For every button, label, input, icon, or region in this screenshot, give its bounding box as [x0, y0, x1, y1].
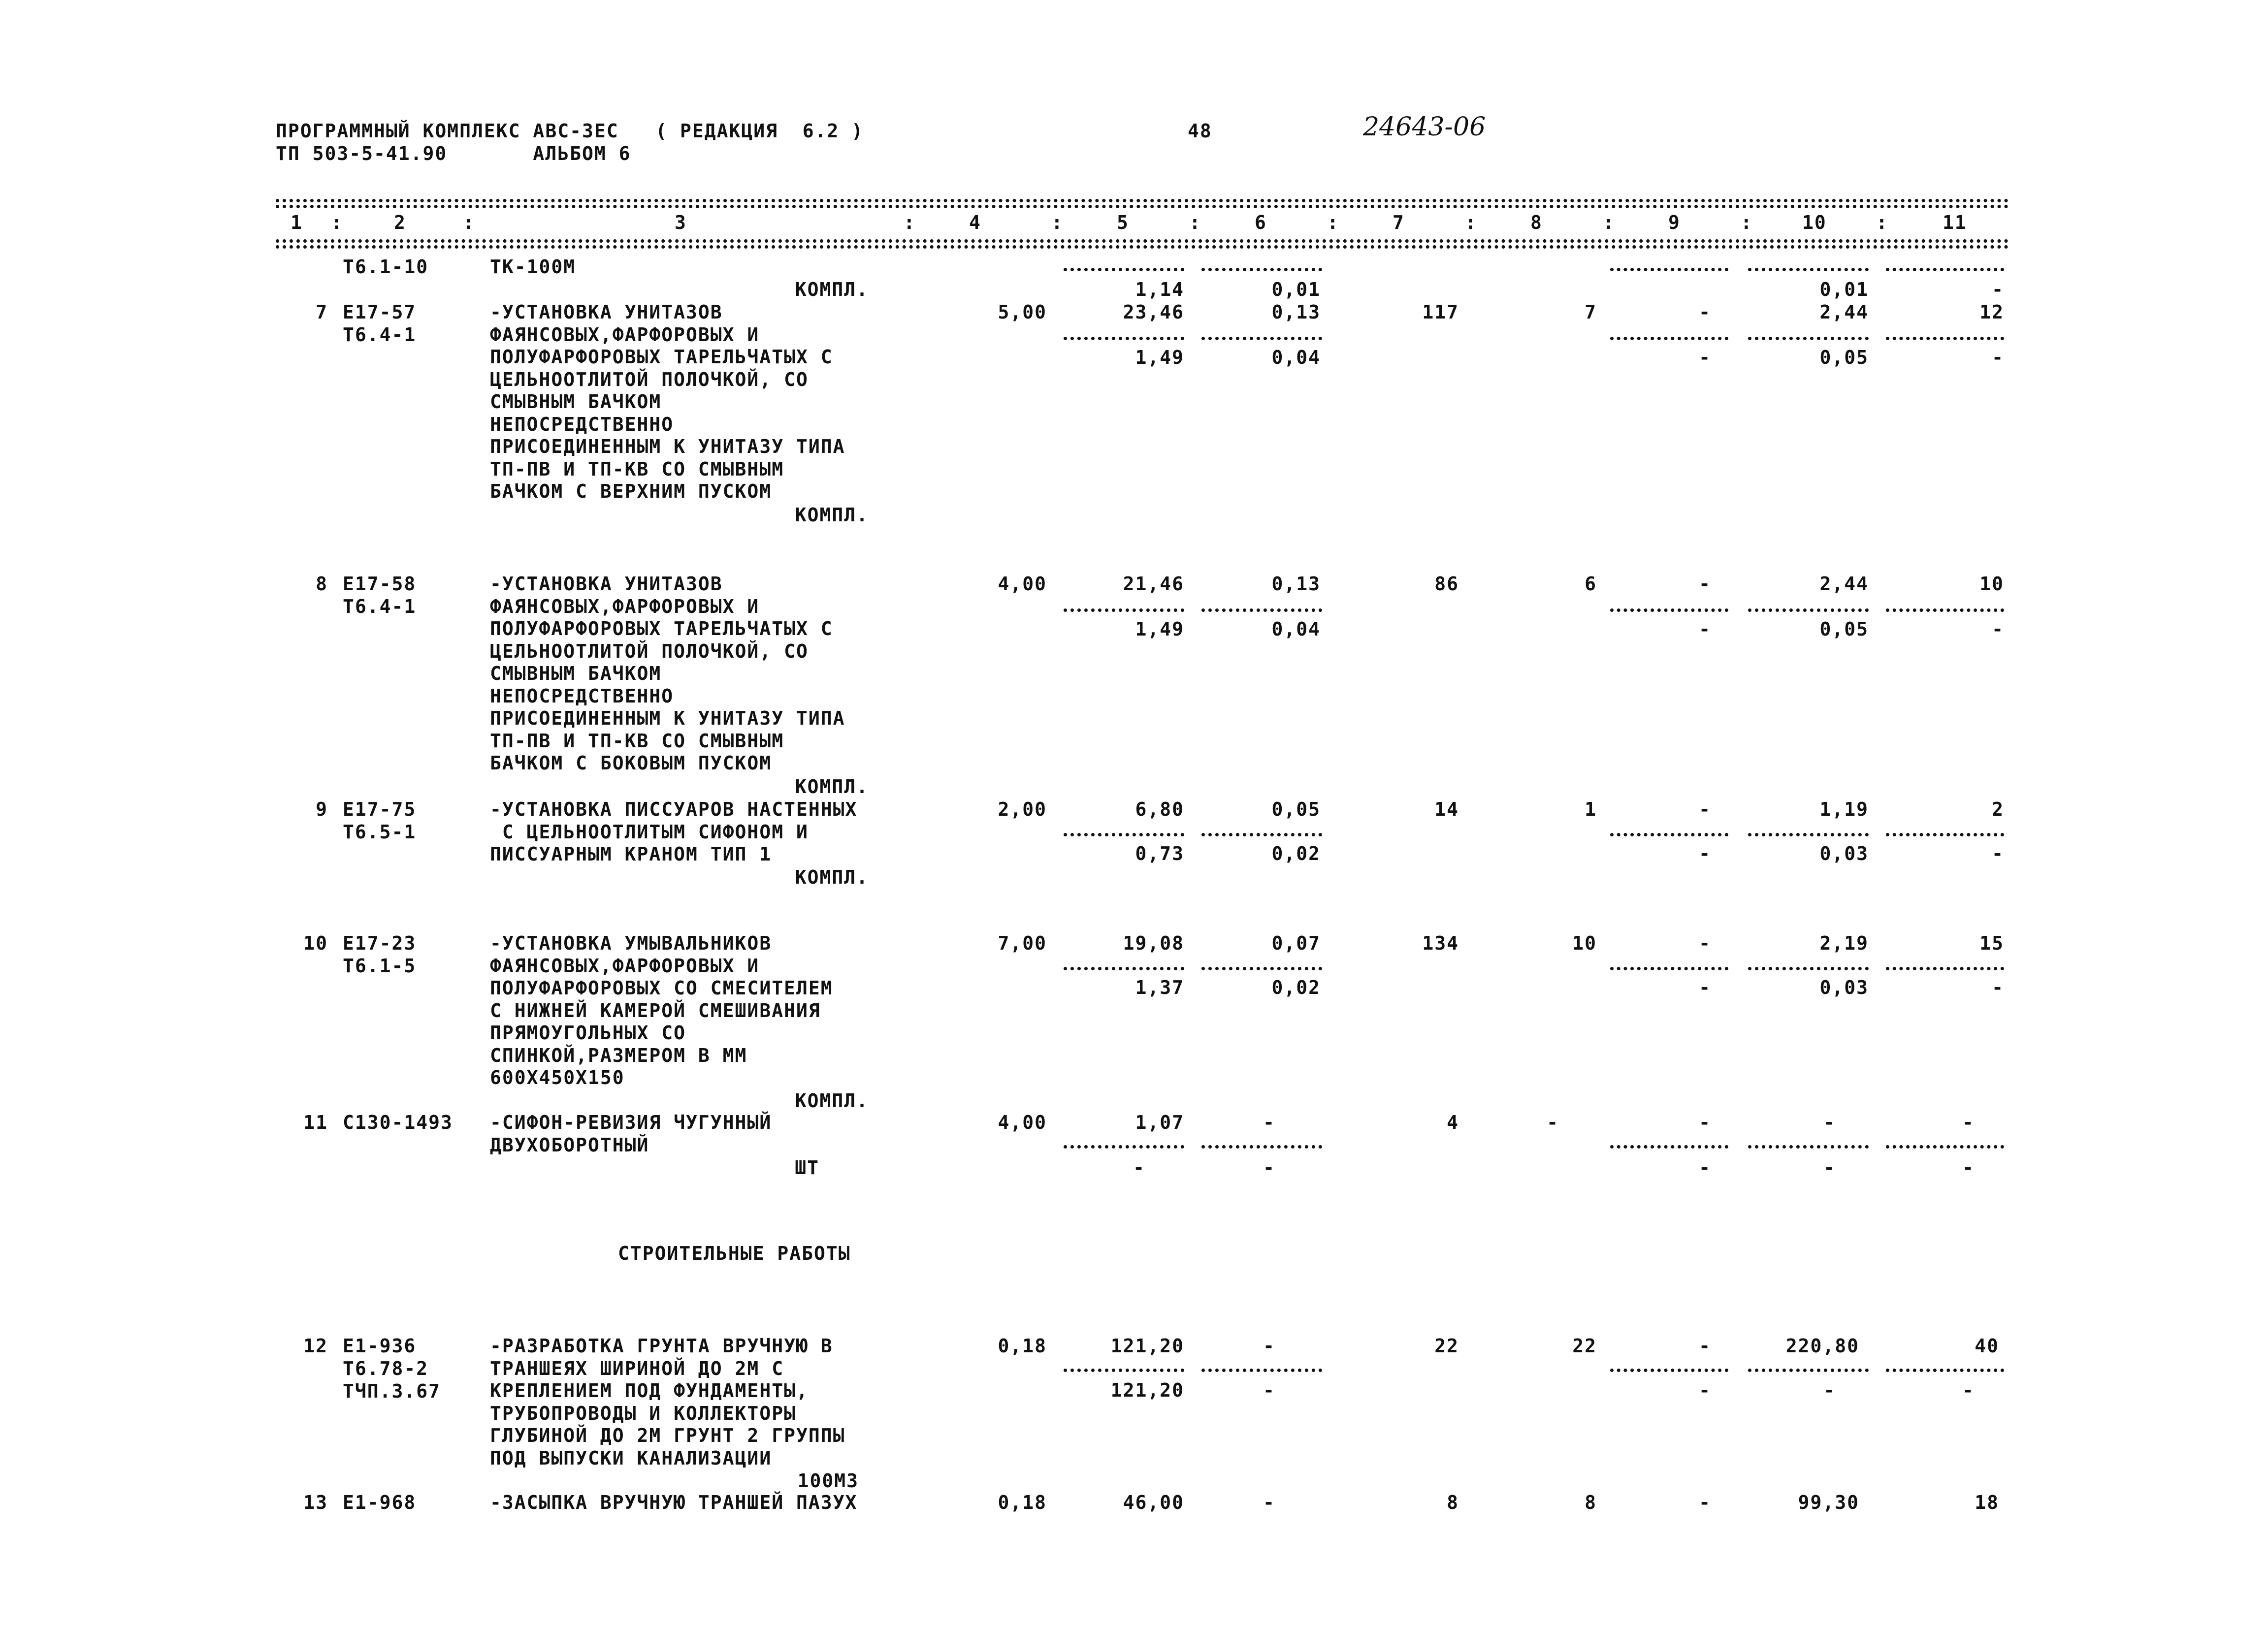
cell-7: 8 — [1447, 1492, 1459, 1513]
cell-5a: 121,20 — [1110, 1335, 1184, 1357]
value-divider — [1886, 967, 2004, 970]
col-head-2: 2 — [394, 212, 406, 233]
cell-6a: 0,05 — [1271, 798, 1321, 820]
cell-11b: - — [1992, 279, 2004, 300]
cell-11b: - — [1992, 977, 2004, 998]
cell-4: 7,00 — [998, 932, 1047, 954]
col-head-1: 1 — [291, 212, 303, 233]
row-code: Е1-968 — [343, 1492, 417, 1513]
value-divider — [1064, 608, 1184, 612]
value-divider — [1064, 337, 1184, 340]
cell-8: 7 — [1585, 301, 1597, 323]
cell-8: 10 — [1572, 932, 1597, 954]
value-divider — [1748, 337, 1869, 340]
cell-8: - — [1547, 1112, 1559, 1133]
value-divider — [1201, 967, 1322, 970]
value-divider — [1610, 833, 1728, 836]
cell-6b: 0,02 — [1271, 977, 1321, 998]
cell-10b: 0,05 — [1819, 347, 1869, 368]
cell-6a: 0,07 — [1271, 932, 1321, 954]
value-divider — [1064, 833, 1184, 836]
row-number: 10 — [303, 932, 328, 954]
cell-11a: - — [1962, 1112, 1975, 1133]
cell-9a: - — [1699, 1492, 1711, 1513]
cell-11b: - — [1992, 347, 2004, 368]
cell-11b: - — [1992, 618, 2004, 640]
cell-10b: 0,05 — [1819, 618, 1869, 640]
value-divider — [1886, 268, 2004, 271]
cell-10a: - — [1823, 1112, 1836, 1133]
row-code: С130-1493 — [343, 1112, 453, 1133]
value-divider — [1886, 1145, 2004, 1149]
cell-10b: 0,03 — [1819, 843, 1869, 864]
row-code: Е17-23 — [343, 932, 417, 954]
page-number: 48 — [1188, 120, 1212, 142]
value-divider — [1064, 268, 1184, 271]
cell-11a: 10 — [1979, 573, 2004, 595]
cell-8: 1 — [1585, 798, 1597, 820]
row-number: 13 — [303, 1492, 328, 1513]
cell-4: 0,18 — [998, 1492, 1047, 1513]
cell-9a: - — [1699, 932, 1711, 954]
cell-9b: - — [1699, 1379, 1711, 1401]
row-unit: КОМПЛ. — [795, 866, 869, 888]
cell-10b: - — [1823, 1379, 1836, 1401]
row-number: 8 — [316, 573, 328, 595]
row-unit: КОМПЛ. — [795, 279, 869, 300]
value-divider — [1748, 967, 1869, 970]
value-divider — [1886, 1369, 2004, 1372]
cell-9b: - — [1699, 618, 1711, 640]
cell-11b: - — [1992, 843, 2004, 864]
cell-5b: 1,49 — [1135, 618, 1184, 640]
cell-8: 22 — [1572, 1335, 1597, 1357]
value-divider — [1886, 337, 2004, 340]
col-head-10: 10 — [1802, 212, 1827, 233]
value-divider — [1201, 1145, 1322, 1149]
row-number: 9 — [316, 798, 328, 820]
header-rule-bottom-2 — [276, 245, 2009, 249]
section-title: СТРОИТЕЛЬНЫЕ РАБОТЫ — [618, 1243, 851, 1264]
col-head-sep: : — [1327, 212, 1339, 233]
value-divider — [1064, 967, 1184, 970]
cell-9b: - — [1699, 977, 1711, 998]
cell-11b: - — [1962, 1379, 1975, 1401]
cell-5a: 1,07 — [1135, 1112, 1184, 1133]
row-unit: КОМПЛ. — [795, 504, 869, 526]
value-divider — [1201, 1369, 1322, 1372]
row-code-2: Т6.4-1 — [343, 596, 417, 617]
cell-9b: - — [1699, 347, 1711, 368]
col-head-sep: : — [904, 212, 916, 233]
row-code: Е17-75 — [343, 798, 417, 820]
cell-7: 86 — [1434, 573, 1459, 595]
row-code-3: ТЧП.3.67 — [343, 1380, 441, 1402]
row-code-2: Т6.1-5 — [343, 955, 417, 977]
cell-10a: 2,19 — [1819, 932, 1869, 954]
row-description: -УСТАНОВКА УНИТАЗОВ ФАЯНСОВЫХ,ФАРФОРОВЫХ И ПОЛУФАРФОРОВЫХ ТАРЕЛЬЧАТЫХ С ЦЕЛЬНООТЛИТОЙ ПОЛОЧКОЙ, СО СМЫВНЫМ БАЧКОМ НЕПОСРЕДСТВЕННО ПРИСОЕДИНЕННЫМ К УНИТАЗУ ТИПА ТП-ПВ И ТП-КВ СО СМЫВНЫМ БАЧКОМ С ВЕРХНИМ ПУСКОМ — [490, 301, 845, 502]
document-number-handwritten: 24643-06 — [1363, 112, 1486, 142]
cell-7: 22 — [1434, 1335, 1459, 1357]
cell-5b: 1,37 — [1135, 977, 1184, 998]
value-divider — [1201, 833, 1322, 836]
col-head-sep: : — [463, 212, 475, 233]
cell-6b: 0,04 — [1271, 347, 1321, 368]
row-code-2: Т6.4-1 — [343, 324, 417, 346]
cell-6b: 0,02 — [1271, 843, 1321, 864]
col-head-sep: : — [1876, 212, 1888, 233]
cell-4: 4,00 — [998, 1112, 1047, 1133]
cell-11a: 2 — [1992, 798, 2004, 820]
cell-10b: 0,03 — [1819, 977, 1869, 998]
value-divider — [1610, 967, 1728, 970]
cell-11b: - — [1962, 1157, 1975, 1179]
cell-7: 14 — [1434, 798, 1459, 820]
program-header: ПРОГРАММНЫЙ КОМПЛЕКС АВС-3ЕС ( РЕДАКЦИЯ 6.2 ) — [276, 120, 864, 142]
cell-10b: 0,01 — [1819, 279, 1869, 300]
cell-4: 4,00 — [998, 573, 1047, 595]
row-code: Е17-58 — [343, 573, 417, 595]
value-divider — [1748, 268, 1869, 271]
cell-9b: - — [1699, 1157, 1711, 1179]
cell-9a: - — [1699, 1335, 1711, 1357]
col-head-sep: : — [1189, 212, 1201, 233]
row-code: Т6.1-10 — [343, 256, 429, 278]
cell-6a: - — [1263, 1112, 1275, 1133]
row-number: 11 — [303, 1112, 328, 1133]
value-divider — [1201, 337, 1322, 340]
cell-9a: - — [1699, 573, 1711, 595]
value-divider — [1610, 1369, 1728, 1372]
cell-5a: 6,80 — [1135, 798, 1184, 820]
cell-5b: - — [1133, 1157, 1145, 1179]
cell-7: 4 — [1447, 1112, 1459, 1133]
row-code-2: Т6.78-2 — [343, 1358, 429, 1379]
cell-7: 117 — [1422, 301, 1459, 323]
col-head-sep: : — [1603, 212, 1615, 233]
cell-5b: 1,49 — [1135, 347, 1184, 368]
row-description: -ЗАСЫПКА ВРУЧНУЮ ТРАНШЕЙ ПАЗУХ — [490, 1492, 858, 1513]
value-divider — [1610, 608, 1728, 612]
cell-10a: 2,44 — [1819, 573, 1869, 595]
cell-4: 5,00 — [998, 301, 1047, 323]
value-divider — [1610, 337, 1728, 340]
cell-6b: 0,01 — [1271, 279, 1321, 300]
cell-11a: 40 — [1975, 1335, 1999, 1357]
cell-4: 2,00 — [998, 798, 1047, 820]
project-header: ТП 503-5-41.90 АЛЬБОМ 6 — [276, 143, 631, 164]
col-head-sep: : — [331, 212, 343, 233]
value-divider — [1064, 1369, 1184, 1372]
cell-6b: - — [1263, 1157, 1275, 1179]
cell-10a: 99,30 — [1798, 1492, 1859, 1513]
value-divider — [1201, 268, 1322, 271]
value-divider — [1201, 608, 1322, 612]
row-description: -УСТАНОВКА ПИССУАРОВ НАСТЕННЫХ С ЦЕЛЬНООТЛИТЫМ СИФОНОМ И ПИССУАРНЫМ КРАНОМ ТИП 1 — [490, 798, 858, 865]
row-description: -РАЗРАБОТКА ГРУНТА ВРУЧНУЮ В ТРАНШЕЯХ ШИРИНОЙ ДО 2М С КРЕПЛЕНИЕМ ПОД ФУНДАМЕНТЫ, ТРУБОПРОВОДЫ И КОЛЛЕКТОРЫ ГЛУБИНОЙ ДО 2М ГРУНТ 2 ГРУППЫ ПОД ВЫПУСКИ КАНАЛИЗАЦИИ — [490, 1335, 845, 1469]
row-unit: КОМПЛ. — [795, 1090, 869, 1112]
cell-9a: - — [1699, 301, 1711, 323]
value-divider — [1748, 608, 1869, 612]
cell-9b: - — [1699, 843, 1711, 864]
col-head-4: 4 — [969, 212, 981, 233]
value-divider — [1748, 1369, 1869, 1372]
cell-6a: - — [1263, 1335, 1275, 1357]
cell-5b: 0,73 — [1135, 843, 1184, 864]
cell-6b: 0,04 — [1271, 618, 1321, 640]
cell-5a: 23,46 — [1123, 301, 1184, 323]
cell-5a: 21,46 — [1123, 573, 1184, 595]
value-divider — [1064, 1145, 1184, 1149]
col-head-6: 6 — [1255, 212, 1267, 233]
col-head-7: 7 — [1393, 212, 1405, 233]
cell-5b: 121,20 — [1110, 1379, 1184, 1401]
row-code-2: Т6.5-1 — [343, 821, 417, 843]
cell-6b: - — [1263, 1379, 1275, 1401]
cell-10a: 2,44 — [1819, 301, 1869, 323]
value-divider — [1610, 268, 1728, 271]
value-divider — [1610, 1145, 1728, 1149]
header-rule-top — [276, 199, 2009, 202]
row-code: Е1-936 — [343, 1335, 417, 1357]
value-divider — [1886, 608, 2004, 612]
cell-10a: 220,80 — [1785, 1335, 1859, 1357]
cell-9a: - — [1699, 1112, 1711, 1133]
cell-5a: 19,08 — [1123, 932, 1184, 954]
header-rule-bottom — [276, 239, 2009, 243]
cell-6a: - — [1263, 1492, 1275, 1513]
cell-8: 6 — [1585, 573, 1597, 595]
header-rule-top-2 — [276, 205, 2009, 208]
cell-5b: 1,14 — [1135, 279, 1184, 300]
cell-6a: 0,13 — [1271, 301, 1321, 323]
cell-4: 0,18 — [998, 1335, 1047, 1357]
cell-6a: 0,13 — [1271, 573, 1321, 595]
row-number: 7 — [316, 301, 328, 323]
cell-11a: 15 — [1979, 932, 2004, 954]
col-head-sep: : — [1051, 212, 1064, 233]
row-number: 12 — [303, 1335, 328, 1357]
col-head-sep: : — [1465, 212, 1477, 233]
col-head-sep: : — [1741, 212, 1753, 233]
row-unit: КОМПЛ. — [795, 776, 869, 798]
row-description: -УСТАНОВКА УНИТАЗОВ ФАЯНСОВЫХ,ФАРФОРОВЫХ И ПОЛУФАРФОРОВЫХ ТАРЕЛЬЧАТЫХ С ЦЕЛЬНООТЛИТОЙ ПОЛОЧКОЙ, СО СМЫВНЫМ БАЧКОМ НЕПОСРЕДСТВЕННО ПРИСОЕДИНЕННЫМ К УНИТАЗУ ТИПА ТП-ПВ И ТП-КВ СО СМЫВНЫМ БАЧКОМ С БОКОВЫМ ПУСКОМ — [490, 573, 845, 774]
cell-7: 134 — [1422, 932, 1459, 954]
cell-11a: 18 — [1975, 1492, 1999, 1513]
cell-10b: - — [1823, 1157, 1836, 1179]
row-description: ТК-100М — [490, 256, 576, 278]
row-unit: 100М3 — [797, 1470, 859, 1492]
cell-9a: - — [1699, 798, 1711, 820]
value-divider — [1748, 833, 1869, 836]
col-head-3: 3 — [675, 212, 687, 233]
cell-11a: 12 — [1979, 301, 2004, 323]
row-code: Е17-57 — [343, 301, 417, 323]
cell-10a: 1,19 — [1819, 798, 1869, 820]
col-head-8: 8 — [1530, 212, 1543, 233]
row-unit: ШТ — [795, 1157, 819, 1179]
col-head-11: 11 — [1943, 212, 1967, 233]
cell-5a: 46,00 — [1123, 1492, 1184, 1513]
row-description: -СИФОН-РЕВИЗИЯ ЧУГУННЫЙ ДВУХОБОРОТНЫЙ — [490, 1112, 772, 1156]
value-divider — [1748, 1145, 1869, 1149]
row-description: -УСТАНОВКА УМЫВАЛЬНИКОВ ФАЯНСОВЫХ,ФАРФОРОВЫХ И ПОЛУФАРФОРОВЫХ СО СМЕСИТЕЛЕМ С НИЖНЕЙ КАМЕРОЙ СМЕШИВАНИЯ ПРЯМОУГОЛЬНЫХ СО СПИНКОЙ,РАЗМЕРОМ В ММ 600Х450Х150 — [490, 932, 833, 1088]
cell-8: 8 — [1585, 1492, 1597, 1513]
value-divider — [1886, 833, 2004, 836]
col-head-9: 9 — [1668, 212, 1681, 233]
col-head-5: 5 — [1117, 212, 1129, 233]
